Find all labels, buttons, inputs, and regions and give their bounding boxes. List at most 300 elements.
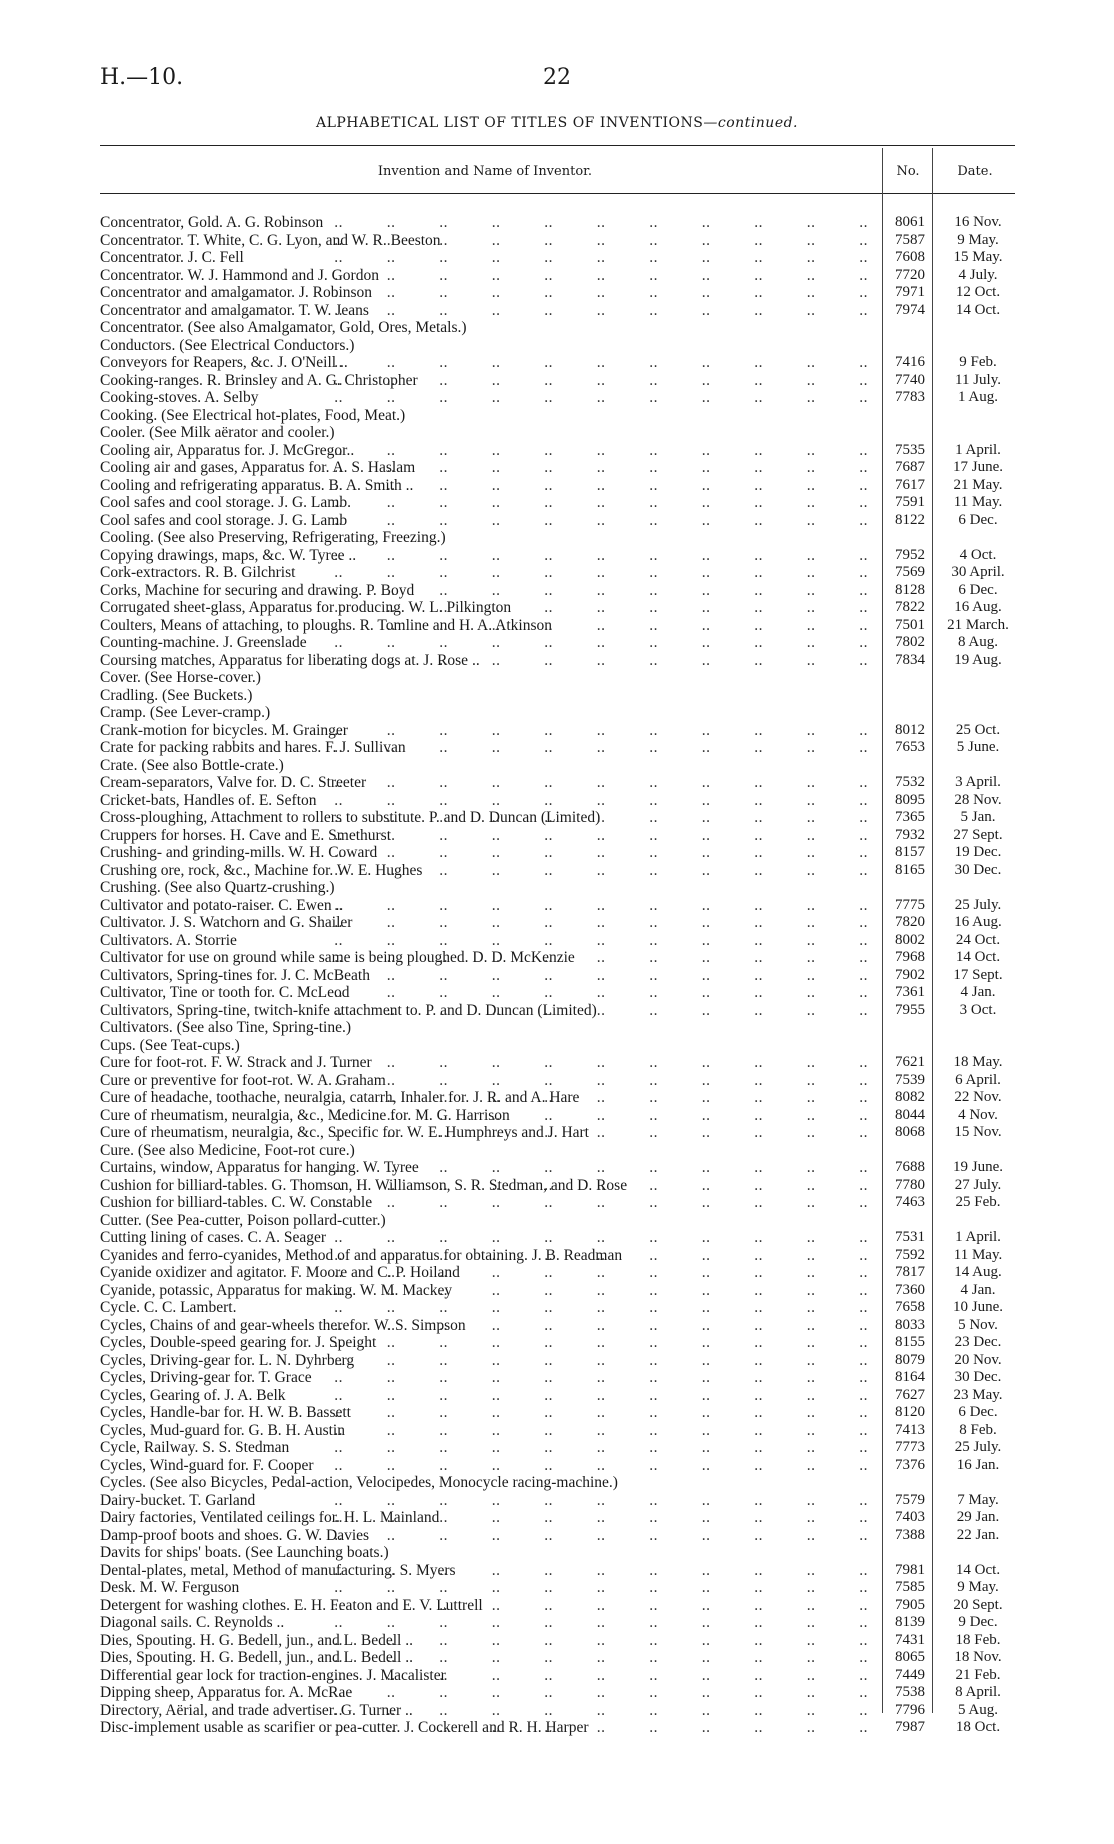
patent-date: 9 Feb. <box>959 354 997 370</box>
table-row <box>100 687 1015 705</box>
invention-title-cell <box>100 1579 868 1597</box>
invention-title-cell <box>100 1667 868 1685</box>
invention-title: Cyanides and ferro-cyanides, Method of and apparatus for obtaining. J. B. Readman <box>100 1247 626 1264</box>
invention-title: Dairy factories, Ventilated ceilings for. H. L. Mainland <box>100 1509 443 1526</box>
patent-date: 25 Feb. <box>955 1194 1001 1210</box>
patent-date: 4 July. <box>958 266 998 283</box>
invention-title-cell <box>100 389 868 407</box>
invention-title-cell <box>100 1597 868 1615</box>
patent-date: 22 Jan. <box>956 1526 1000 1543</box>
patent-date: 6 April. <box>955 1071 1001 1088</box>
invention-title: Cork-extractors. R. B. Gilchrist <box>100 564 299 581</box>
patent-number: 7981 <box>895 1561 925 1578</box>
invention-title: Cream-separators, Valve for. D. C. Streeter <box>100 774 370 791</box>
invention-title-cell <box>100 1387 868 1405</box>
invention-title-cell <box>100 214 868 232</box>
patent-date: 18 Feb. <box>955 1631 1001 1648</box>
patent-number: 7416 <box>895 354 925 370</box>
table-row <box>100 1177 1015 1195</box>
table-row <box>100 1404 1015 1422</box>
invention-title-cell <box>100 862 868 880</box>
list-title-main: ALPHABETICAL LIST OF TITLES OF INVENTIONS <box>315 115 704 131</box>
table-row <box>100 774 1015 792</box>
invention-title-cell <box>100 1247 868 1265</box>
invention-title: Cooking. (See Electrical hot-plates, Food, Meat.) <box>100 407 409 424</box>
patent-date: 27 Sept. <box>953 826 1003 843</box>
patent-date: 23 Dec. <box>954 1334 1002 1350</box>
patent-number: 7783 <box>895 389 925 405</box>
invention-title: Cooking-stoves. A. Selby <box>100 389 262 406</box>
invention-title: Cyanide oxidizer and agitator. F. Moore and C. P. Hoiland <box>100 1264 464 1281</box>
invention-title-cell <box>100 844 868 862</box>
invention-title: Cure. (See also Medicine, Foot-rot cure.) <box>100 1142 359 1159</box>
patent-number: 7569 <box>895 564 925 580</box>
patent-number: 7775 <box>895 896 925 913</box>
patent-date: 3 Oct. <box>959 1001 997 1018</box>
list-title <box>0 115 1114 131</box>
table-row <box>100 1299 1015 1317</box>
table-row <box>100 1159 1015 1177</box>
patent-date: 24 Oct. <box>955 931 1001 948</box>
patent-number: 7658 <box>895 1299 925 1315</box>
patent-number: 7817 <box>895 1264 925 1280</box>
table-row <box>100 862 1015 880</box>
patent-date: 19 Aug. <box>954 651 1002 668</box>
table-row <box>100 757 1015 775</box>
patent-number: 7740 <box>895 371 925 388</box>
patent-date: 11 May. <box>953 494 1003 510</box>
table-top-rule <box>100 145 1015 146</box>
patent-number: 7971 <box>895 284 925 300</box>
invention-title-cell <box>100 617 868 635</box>
patent-number: 7796 <box>895 1701 925 1718</box>
patent-date: 12 Oct. <box>955 284 1001 300</box>
invention-title: Differential gear lock for traction-engines. J. Macalister <box>100 1667 450 1684</box>
invention-title-cell <box>100 1054 868 1072</box>
patent-date: 28 Nov. <box>954 791 1002 808</box>
table-row <box>100 1352 1015 1370</box>
invention-title-cell <box>100 669 868 687</box>
invention-title: Curtains, window, Apparatus for hanging. W. Tyree <box>100 1159 423 1176</box>
invention-title-cell <box>100 319 868 337</box>
patent-number: 8122 <box>895 511 925 528</box>
invention-title-cell <box>100 407 868 425</box>
invention-title: Cultivators, Spring-tines for. J. C. McBeath <box>100 967 374 984</box>
table-row <box>100 1702 1015 1720</box>
patent-number: 8155 <box>895 1334 925 1350</box>
patent-number: 7579 <box>895 1491 925 1508</box>
invention-title-cell <box>100 1107 868 1125</box>
invention-title: Cool safes and cool storage. J. G. Lamb. <box>100 494 355 511</box>
invention-title-cell <box>100 564 868 582</box>
patent-date: 6 Dec. <box>958 1404 998 1420</box>
invention-title-cell <box>100 1019 868 1037</box>
invention-title: Cutting lining of cases. C. A. Seager <box>100 1229 330 1246</box>
table-row <box>100 967 1015 985</box>
invention-title: Cultivator and potato-raiser. C. Ewen .. <box>100 897 347 914</box>
invention-title: Cycle. C. C. Lambert. <box>100 1299 240 1316</box>
table-row <box>100 652 1015 670</box>
table-row <box>100 512 1015 530</box>
invention-title-cell <box>100 424 868 442</box>
patent-date: 21 Feb. <box>955 1666 1001 1683</box>
invention-title: Cover. (See Horse-cover.) <box>100 669 265 686</box>
invention-title: Cultivator for use on ground while same is being ploughed. D. D. McKenzie <box>100 949 579 966</box>
table-row <box>100 1054 1015 1072</box>
invention-title: Copying drawings, maps, &c. W. Tyree .. <box>100 547 360 564</box>
invention-title-cell <box>100 1457 868 1475</box>
invention-title-cell <box>100 1229 868 1247</box>
patent-number: 7388 <box>895 1526 925 1543</box>
invention-title: Coulters, Means of attaching, to ploughs. R. Tomline and H. A. Atkinson <box>100 617 556 634</box>
patent-number: 8120 <box>895 1404 925 1420</box>
invention-title-cell <box>100 547 868 565</box>
patent-number: 7617 <box>895 476 925 493</box>
table-row <box>100 1474 1015 1492</box>
invention-title-cell <box>100 1632 868 1650</box>
patent-date: 9 May. <box>957 231 999 248</box>
patent-number: 7952 <box>895 546 925 563</box>
table-row <box>100 1089 1015 1107</box>
invention-title: Concentrator and amalgamator. J. Robinson <box>100 284 376 301</box>
patent-number: 8165 <box>895 861 925 878</box>
patent-date: 5 Nov. <box>958 1316 998 1333</box>
patent-date: 21 May. <box>953 476 1003 493</box>
invention-title-cell <box>100 1282 868 1300</box>
patent-date: 23 May. <box>953 1386 1003 1403</box>
invention-title: Concentrator and amalgamator. T. W. Jeans <box>100 302 373 319</box>
patent-date: 14 Oct. <box>955 1561 1001 1578</box>
patent-number: 7653 <box>895 739 925 755</box>
invention-title-cell <box>100 1299 868 1317</box>
table-row <box>100 1527 1015 1545</box>
table-row <box>100 214 1015 232</box>
patent-number: 8033 <box>895 1316 925 1333</box>
patent-number: 7780 <box>895 1176 925 1193</box>
patent-number: 7413 <box>895 1421 925 1438</box>
table-row <box>100 1562 1015 1580</box>
patent-number: 7802 <box>895 634 925 650</box>
patent-date: 8 April. <box>955 1684 1001 1700</box>
table-row <box>100 599 1015 617</box>
invention-title-cell <box>100 1404 868 1422</box>
table-row <box>100 582 1015 600</box>
patent-date: 18 Nov. <box>954 1649 1002 1665</box>
table-row <box>100 932 1015 950</box>
invention-title-cell <box>100 1649 868 1667</box>
patent-date: 16 Aug. <box>954 599 1002 615</box>
invention-title: Cycles, Chains of and gear-wheels therefor. W. S. Simpson <box>100 1317 470 1334</box>
invention-title: Corks, Machine for securing and drawing. P. Boyd <box>100 582 418 599</box>
table-row <box>100 809 1015 827</box>
patent-number: 8095 <box>895 791 925 808</box>
invention-title-cell <box>100 1702 868 1720</box>
patent-number: 8128 <box>895 581 925 598</box>
table-row <box>100 529 1015 547</box>
patent-date: 25 Oct. <box>955 721 1001 738</box>
table-row <box>100 949 1015 967</box>
invention-title: Concentrator, Gold. A. G. Robinson <box>100 214 327 231</box>
invention-title-cell <box>100 1072 868 1090</box>
invention-title-cell <box>100 949 868 967</box>
invention-title: Cruppers for horses. H. Cave and E. Smethurst <box>100 827 395 844</box>
patent-date: 6 Dec. <box>958 511 998 528</box>
patent-date: 5 Jan. <box>960 809 996 825</box>
table-row <box>100 1439 1015 1457</box>
invention-title: Cushion for billiard-tables. G. Thomson, H. Williamson, S. R. Stedman, and D. Rose <box>100 1177 631 1194</box>
invention-title-cell <box>100 1352 868 1370</box>
invention-title-cell <box>100 284 868 302</box>
table-row <box>100 1457 1015 1475</box>
table-row <box>100 232 1015 250</box>
invention-title: Concentrator. T. White, C. G. Lyon, and W. R. Beeston <box>100 232 445 249</box>
invention-title: Disc-implement usable as scarifier or pea-cutter. J. Cockerell and R. H. Harper <box>100 1719 593 1736</box>
patent-number: 8079 <box>895 1351 925 1368</box>
invention-title: Conductors. (See Electrical Conductors.) <box>100 337 358 354</box>
column-header-date: Date. <box>957 164 993 179</box>
invention-title: Corrugated sheet-glass, Apparatus for producing. W. L. Pilkington <box>100 599 515 616</box>
patent-date: 7 May. <box>957 1491 999 1508</box>
invention-title-cell <box>100 1317 868 1335</box>
patent-number: 7587 <box>895 231 925 248</box>
patent-number: 8068 <box>895 1124 925 1140</box>
patent-number: 7376 <box>895 1456 925 1473</box>
invention-title-cell <box>100 652 868 670</box>
table-row <box>100 267 1015 285</box>
table-row <box>100 669 1015 687</box>
patent-number: 7627 <box>895 1386 925 1403</box>
patent-date: 1 April. <box>955 1229 1001 1245</box>
invention-title: Cricket-bats, Handles of. E. Sefton <box>100 792 321 809</box>
patent-number: 7531 <box>895 1229 925 1245</box>
invention-title: Cure of rheumatism, neuralgia, &c., Medicine for. M. G. Harrison <box>100 1107 514 1124</box>
invention-title-cell <box>100 809 868 827</box>
invention-title-cell <box>100 1439 868 1457</box>
invention-title-cell <box>100 354 868 372</box>
table-row <box>100 319 1015 337</box>
patent-date: 30 Dec. <box>954 1369 1002 1385</box>
invention-title-cell <box>100 1159 868 1177</box>
invention-title-cell <box>100 1719 868 1737</box>
table-row <box>100 389 1015 407</box>
invention-title-cell <box>100 1334 868 1352</box>
patent-date: 5 June. <box>956 739 1000 755</box>
invention-title-cell <box>100 1684 868 1702</box>
invention-title: Cycles, Handle-bar for. H. W. B. Bassett <box>100 1404 355 1421</box>
table-row <box>100 1142 1015 1160</box>
patent-number: 8164 <box>895 1369 925 1385</box>
table-row <box>100 442 1015 460</box>
invention-title: Crate. (See also Bottle-crate.) <box>100 757 288 774</box>
invention-title: Cooling. (See also Preserving, Refrigerating, Freezing.) <box>100 529 450 546</box>
patent-number: 7360 <box>895 1281 925 1298</box>
invention-title: Diagonal sails. C. Reynolds .. <box>100 1614 288 1631</box>
invention-title: Crushing- and grinding-mills. W. H. Coward <box>100 844 381 861</box>
patent-number: 7932 <box>895 826 925 843</box>
patent-date: 16 Aug. <box>954 914 1002 930</box>
patent-date: 27 July. <box>954 1176 1002 1193</box>
patent-number: 8002 <box>895 931 925 948</box>
invention-title-cell <box>100 442 868 460</box>
patent-date: 9 May. <box>957 1579 999 1595</box>
invention-title-cell <box>100 249 868 267</box>
patent-number: 7539 <box>895 1071 925 1088</box>
invention-title-cell <box>100 512 868 530</box>
invention-title-cell <box>100 1002 868 1020</box>
invention-title: Dipping sheep, Apparatus for. A. McRae <box>100 1684 356 1701</box>
patent-number: 8061 <box>895 214 925 230</box>
invention-title-cell <box>100 1614 868 1632</box>
invention-title: Cycles, Double-speed gearing for. J. Speight <box>100 1334 380 1351</box>
patent-number: 7968 <box>895 949 925 965</box>
invention-title-cell <box>100 1089 868 1107</box>
patent-date: 4 Nov. <box>958 1106 998 1123</box>
invention-title-cell <box>100 494 868 512</box>
patent-date: 22 Nov. <box>954 1089 1002 1105</box>
table-row <box>100 564 1015 582</box>
invention-title: Cooling air and gases, Apparatus for. A. S. Haslam <box>100 459 419 476</box>
invention-title-cell <box>100 1124 868 1142</box>
invention-title-cell <box>100 879 868 897</box>
table-row <box>100 617 1015 635</box>
patent-date: 17 June. <box>953 459 1003 475</box>
patent-number: 7535 <box>895 441 925 458</box>
patent-date: 29 Jan. <box>956 1509 1000 1525</box>
invention-title-cell <box>100 722 868 740</box>
invention-title: Cure or preventive for foot-rot. W. A. Graham <box>100 1072 390 1089</box>
invention-title: Cradling. (See Buckets.) <box>100 687 256 704</box>
invention-title: Concentrator. J. C. Fell <box>100 249 248 266</box>
patent-number: 7431 <box>895 1631 925 1648</box>
invention-title-cell <box>100 1527 868 1545</box>
invention-title-cell <box>100 1562 868 1580</box>
invention-title: Cutter. (See Pea-cutter, Poison pollard-cutter.) <box>100 1212 390 1229</box>
invention-title: Crank-motion for bicycles. M. Grainger <box>100 722 352 739</box>
patent-date: 8 Aug. <box>957 634 998 650</box>
invention-title-cell <box>100 1194 868 1212</box>
invention-title-cell <box>100 232 868 250</box>
table-row <box>100 1632 1015 1650</box>
patent-number: 7591 <box>895 494 925 510</box>
patent-number: 7905 <box>895 1596 925 1613</box>
patent-number: 7361 <box>895 984 925 1000</box>
invention-title: Cycles. (See also Bicycles, Pedal-action, Velocipedes, Monocycle racing-machine.) <box>100 1474 622 1491</box>
table-row <box>100 407 1015 425</box>
table-row <box>100 1719 1015 1737</box>
table-row <box>100 844 1015 862</box>
patent-number: 7687 <box>895 459 925 475</box>
table-row <box>100 1614 1015 1632</box>
table-row <box>100 459 1015 477</box>
patent-date: 9 Dec. <box>958 1614 998 1630</box>
table-row <box>100 897 1015 915</box>
patent-number: 8065 <box>895 1649 925 1665</box>
invention-title: Cycles, Gearing of. J. A. Belk <box>100 1387 290 1404</box>
table-row <box>100 739 1015 757</box>
patent-date: 20 Nov. <box>954 1351 1002 1368</box>
patent-date: 21 March. <box>947 616 1009 633</box>
patent-date: 4 Jan. <box>960 1281 996 1298</box>
document-reference: H.—10. <box>100 65 184 90</box>
table-header-rule <box>100 193 1015 194</box>
patent-number: 7834 <box>895 651 925 668</box>
table-row <box>100 1579 1015 1597</box>
patent-date: 11 July. <box>955 371 1001 388</box>
patent-date: 20 Sept. <box>953 1596 1003 1613</box>
invention-title-cell <box>100 774 868 792</box>
patent-number: 7449 <box>895 1666 925 1683</box>
invention-title-cell <box>100 739 868 757</box>
patent-date: 11 May. <box>953 1246 1003 1263</box>
invention-title-cell <box>100 1037 868 1055</box>
table-row <box>100 477 1015 495</box>
invention-title: Dairy-bucket. T. Garland <box>100 1492 259 1509</box>
table-row <box>100 879 1015 897</box>
patent-date: 17 Sept. <box>953 966 1003 983</box>
invention-title: Cycle, Railway. S. S. Stedman <box>100 1439 293 1456</box>
patent-number: 7720 <box>895 266 925 283</box>
table-row <box>100 1649 1015 1667</box>
patent-number: 7532 <box>895 774 925 790</box>
patent-date: 18 May. <box>953 1054 1003 1070</box>
table-row <box>100 284 1015 302</box>
table-row <box>100 1124 1015 1142</box>
invention-title: Cure of rheumatism, neuralgia, &c., Specific for. W. E. Humphreys and J. Hart <box>100 1124 593 1141</box>
patent-number: 7974 <box>895 301 925 318</box>
page-number: 22 <box>543 65 571 90</box>
invention-title-cell <box>100 1212 868 1230</box>
patent-date: 4 Oct. <box>959 546 997 563</box>
invention-title-cell <box>100 984 868 1002</box>
table-row <box>100 1107 1015 1125</box>
invention-title-cell <box>100 599 868 617</box>
patent-date: 30 Dec. <box>954 861 1002 878</box>
table-row <box>100 827 1015 845</box>
invention-title: Directory, Aërial, and trade advertiser. G. Turner .. <box>100 1702 417 1719</box>
invention-title-cell <box>100 897 868 915</box>
patent-number: 8044 <box>895 1106 925 1123</box>
patent-number: 7987 <box>895 1719 925 1735</box>
patent-date: 5 Aug. <box>957 1701 998 1718</box>
patent-date: 3 April. <box>955 774 1001 790</box>
patent-date: 25 July. <box>954 1439 1002 1455</box>
table-row <box>100 1247 1015 1265</box>
table-row <box>100 984 1015 1002</box>
table-row <box>100 1387 1015 1405</box>
patent-date: 19 Dec. <box>954 844 1002 860</box>
invention-title: Cups. (See Teat-cups.) <box>100 1037 244 1054</box>
table-row <box>100 1317 1015 1335</box>
patent-date: 1 April. <box>955 441 1001 458</box>
invention-title: Cultivator, Tine or tooth for. C. McLeod <box>100 984 354 1001</box>
table-row <box>100 337 1015 355</box>
invention-title: Cushion for billiard-tables. C. W. Constable <box>100 1194 376 1211</box>
patent-number: 7822 <box>895 599 925 615</box>
invention-title: Cooling and refrigerating apparatus. B. A. Smith .. <box>100 477 417 494</box>
patent-date: 14 Oct. <box>955 301 1001 318</box>
invention-title: Cultivators. A. Storrie <box>100 932 241 949</box>
patent-date: 19 June. <box>953 1159 1003 1175</box>
table-row <box>100 1037 1015 1055</box>
table-row <box>100 249 1015 267</box>
table-row <box>100 547 1015 565</box>
patent-date: 16 Jan. <box>956 1456 1000 1473</box>
table-row <box>100 914 1015 932</box>
patent-number: 7688 <box>895 1159 925 1175</box>
patent-date: 18 Oct. <box>955 1719 1001 1735</box>
patent-date: 30 April. <box>951 564 1005 580</box>
invention-title-cell <box>100 302 868 320</box>
